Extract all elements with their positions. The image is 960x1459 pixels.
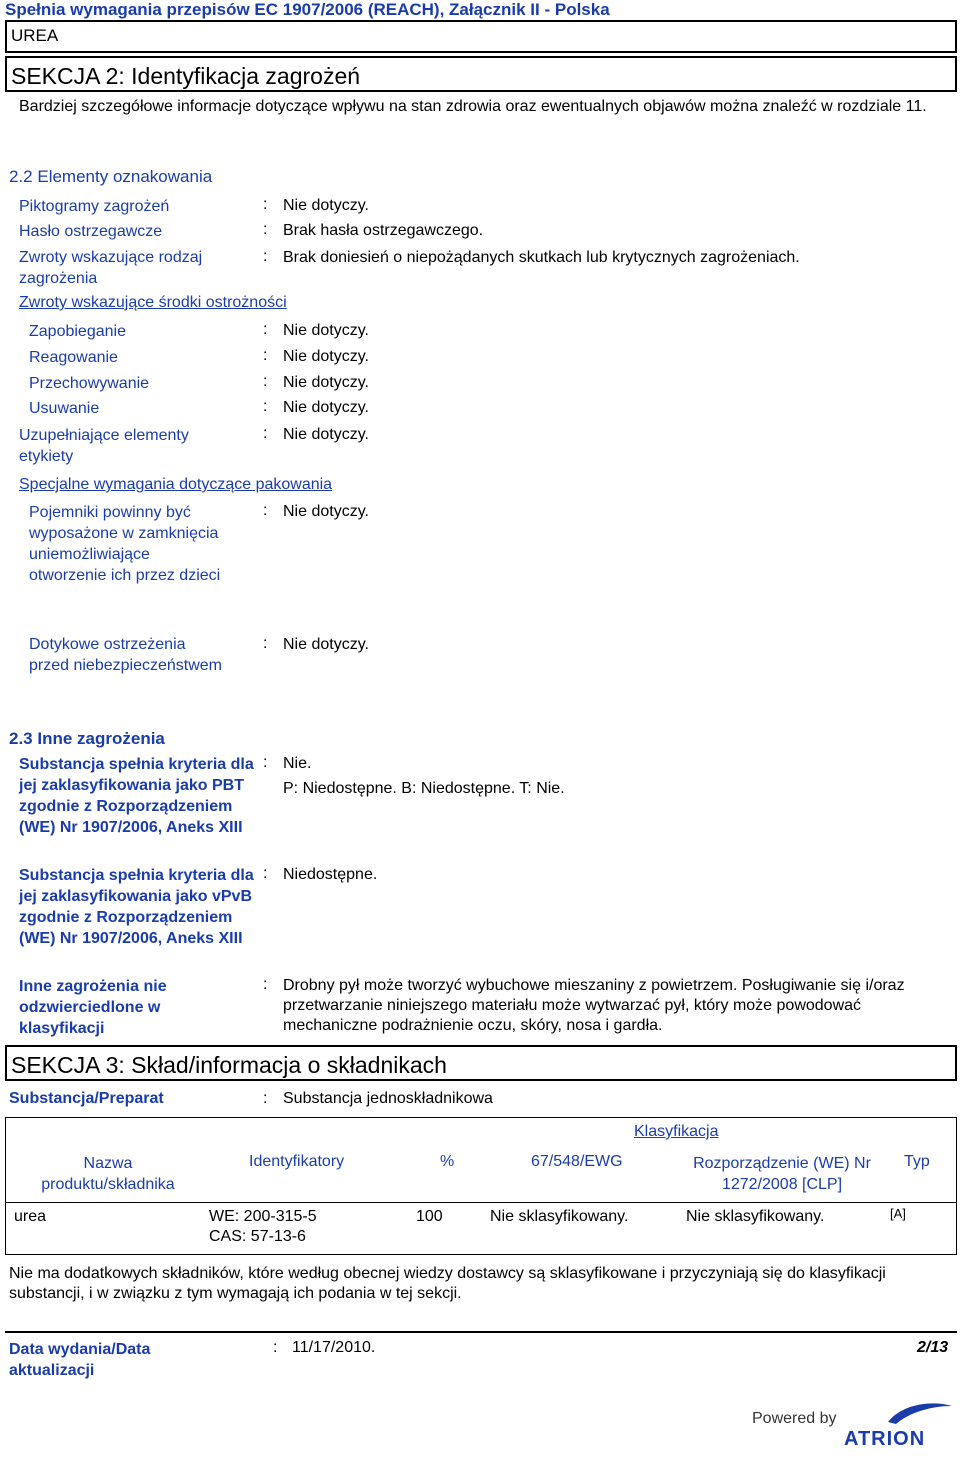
document-header-title: Spełnia wymagania przepisów EC 1907/2006 (REACH), Załącznik II - Polska [5, 0, 610, 19]
issue-date-value: 11/17/2010. [292, 1339, 376, 1356]
colon: : [263, 373, 268, 390]
row-cas-number: CAS: 57-13-6 [209, 1228, 306, 1245]
supplemental-label: Uzupełniające elementy etykiety [19, 427, 189, 465]
row-ec-number: WE: 200-315-5 [209, 1208, 317, 1225]
powered-by-text: Powered by [752, 1410, 837, 1427]
row-type: [A] [890, 1206, 906, 1221]
pbt-detail: P: Niedostępne. B: Niedostępne. T: Nie. [283, 780, 565, 797]
table-row [6, 1208, 956, 1254]
page-number: 2/13 [917, 1339, 949, 1356]
column-header-name: Nazwa produktu/składnika [41, 1155, 175, 1193]
supplemental-value: Nie dotyczy. [283, 426, 369, 443]
colon: : [263, 754, 268, 771]
column-header-percent: % [440, 1153, 455, 1170]
colon: : [263, 398, 268, 415]
substance-value: Substancja jednoskładnikowa [283, 1090, 493, 1107]
section-2-title: SEKCJA 2: Identyfikacja zagrożeń [11, 63, 361, 89]
issue-date-label: Data wydania/Data aktualizacji [9, 1341, 151, 1379]
vpvb-value: Niedostępne. [283, 866, 378, 883]
signal-word-value: Brak hasła ostrzegawczego. [283, 222, 484, 239]
colon: : [263, 865, 268, 882]
colon: : [263, 502, 268, 519]
section-2-intro: Bardziej szczegółowe informacje dotyczące wpływu na stan zdrowia oraz ewentualnych objawów można znaleźć w rozdziale 11. [19, 98, 927, 115]
composition-table [5, 1117, 957, 1255]
storage-value: Nie dotyczy. [283, 374, 369, 391]
classification-header: Klasyfikacja [634, 1123, 719, 1140]
signal-word-label: Hasło ostrzegawcze [19, 223, 163, 240]
storage-label: Przechowywanie [29, 375, 150, 392]
tactile-warning-label: Dotykowe ostrzeżenia przed niebezpieczeństwem [29, 636, 222, 674]
colon: : [263, 248, 268, 265]
child-resistant-label: Pojemniki powinny być wyposażone w zamknięcia uniemożliwiające otworzenie ich przez dzieci [29, 504, 221, 584]
section-3-note: Nie ma dodatkowych składników, które według obecnej wiedzy dostawcy są sklasyfikowane i przyczyniają się do klasyfikacji substancji, i w związku z tym wymagają ich podania w tej sekcji. [9, 1265, 886, 1302]
hazard-statements-label: Zwroty wskazujące rodzaj zagrożenia [19, 249, 203, 287]
colon: : [263, 221, 268, 238]
colon: : [263, 321, 268, 338]
colon: : [263, 196, 268, 213]
table-header-divider [6, 1202, 956, 1203]
subsection-2-3-title: 2.3 Inne zagrożenia [9, 729, 165, 748]
footer-rule [5, 1331, 957, 1333]
column-header-type: Typ [904, 1153, 930, 1170]
response-label: Reagowanie [29, 349, 118, 366]
column-header-67-548: 67/548/EWG [531, 1153, 623, 1170]
packaging-requirements-title: Specjalne wymagania dotyczące pakowania [19, 476, 333, 493]
child-resistant-value: Nie dotyczy. [283, 503, 369, 520]
colon: : [263, 425, 268, 442]
section-3-title-box [5, 1045, 957, 1081]
prevention-value: Nie dotyczy. [283, 322, 369, 339]
pictograms-label: Piktogramy zagrożeń [19, 198, 170, 215]
pbt-label: Substancja spełnia kryteria dla jej zaklasyfikowania jako PBT zgodnie z Rozporządzeniem (WE) Nr 1907/2006, Aneks XIII [19, 756, 254, 836]
vpvb-label: Substancja spełnia kryteria dla jej zaklasyfikowania jako vPvB zgodnie z Rozporządzeniem (WE) Nr 1907/2006, Aneks XIII [19, 867, 254, 947]
section-2-title-box [5, 56, 957, 92]
row-67-548: Nie sklasyfikowany. [490, 1208, 629, 1225]
column-header-clp: Rozporządzenie (WE) Nr 1272/2008 [CLP] [693, 1155, 871, 1193]
atrion-logo-text: ATRION [844, 1428, 926, 1450]
tactile-warning-value: Nie dotyczy. [283, 636, 369, 653]
subsection-2-2-title: 2.2 Elementy oznakowania [9, 167, 213, 186]
column-header-identifiers: Identyfikatory [249, 1153, 345, 1170]
colon: : [263, 1090, 268, 1107]
response-value: Nie dotyczy. [283, 348, 369, 365]
product-name-box [5, 20, 957, 53]
product-name: UREA [11, 26, 59, 45]
other-hazards-value: Drobny pył może tworzyć wybuchowe mieszaniny z powietrzem. Posługiwanie się i/oraz przetwarzanie niniejszego materiału może wytwarzać pył, który może powodować mechaniczne podrażnienie oczu, skóry, nosa i gardła. [283, 977, 905, 1034]
row-percent: 100 [416, 1208, 443, 1225]
atrion-logo [840, 1400, 958, 1450]
other-hazards-label: Inne zagrożenia nie odzwierciedlone w klasyfikacji [19, 978, 167, 1037]
colon: : [263, 976, 268, 993]
section-3-title: SEKCJA 3: Skład/informacja o składnikach [11, 1052, 447, 1078]
substance-label: Substancja/Preparat [9, 1090, 164, 1107]
prevention-label: Zapobieganie [29, 323, 126, 340]
colon: : [263, 635, 268, 652]
colon: : [263, 347, 268, 364]
disposal-label: Usuwanie [29, 400, 100, 417]
precautionary-statements-title: Zwroty wskazujące środki ostrożności [19, 294, 287, 311]
hazard-statements-value: Brak doniesień o niepożądanych skutkach lub krytycznych zagrożeniach. [283, 249, 800, 266]
row-clp: Nie sklasyfikowany. [686, 1208, 825, 1225]
colon: : [273, 1339, 278, 1356]
pbt-value: Nie. [283, 755, 312, 772]
pictograms-value: Nie dotyczy. [283, 197, 369, 214]
row-name: urea [14, 1208, 47, 1225]
disposal-value: Nie dotyczy. [283, 399, 369, 416]
